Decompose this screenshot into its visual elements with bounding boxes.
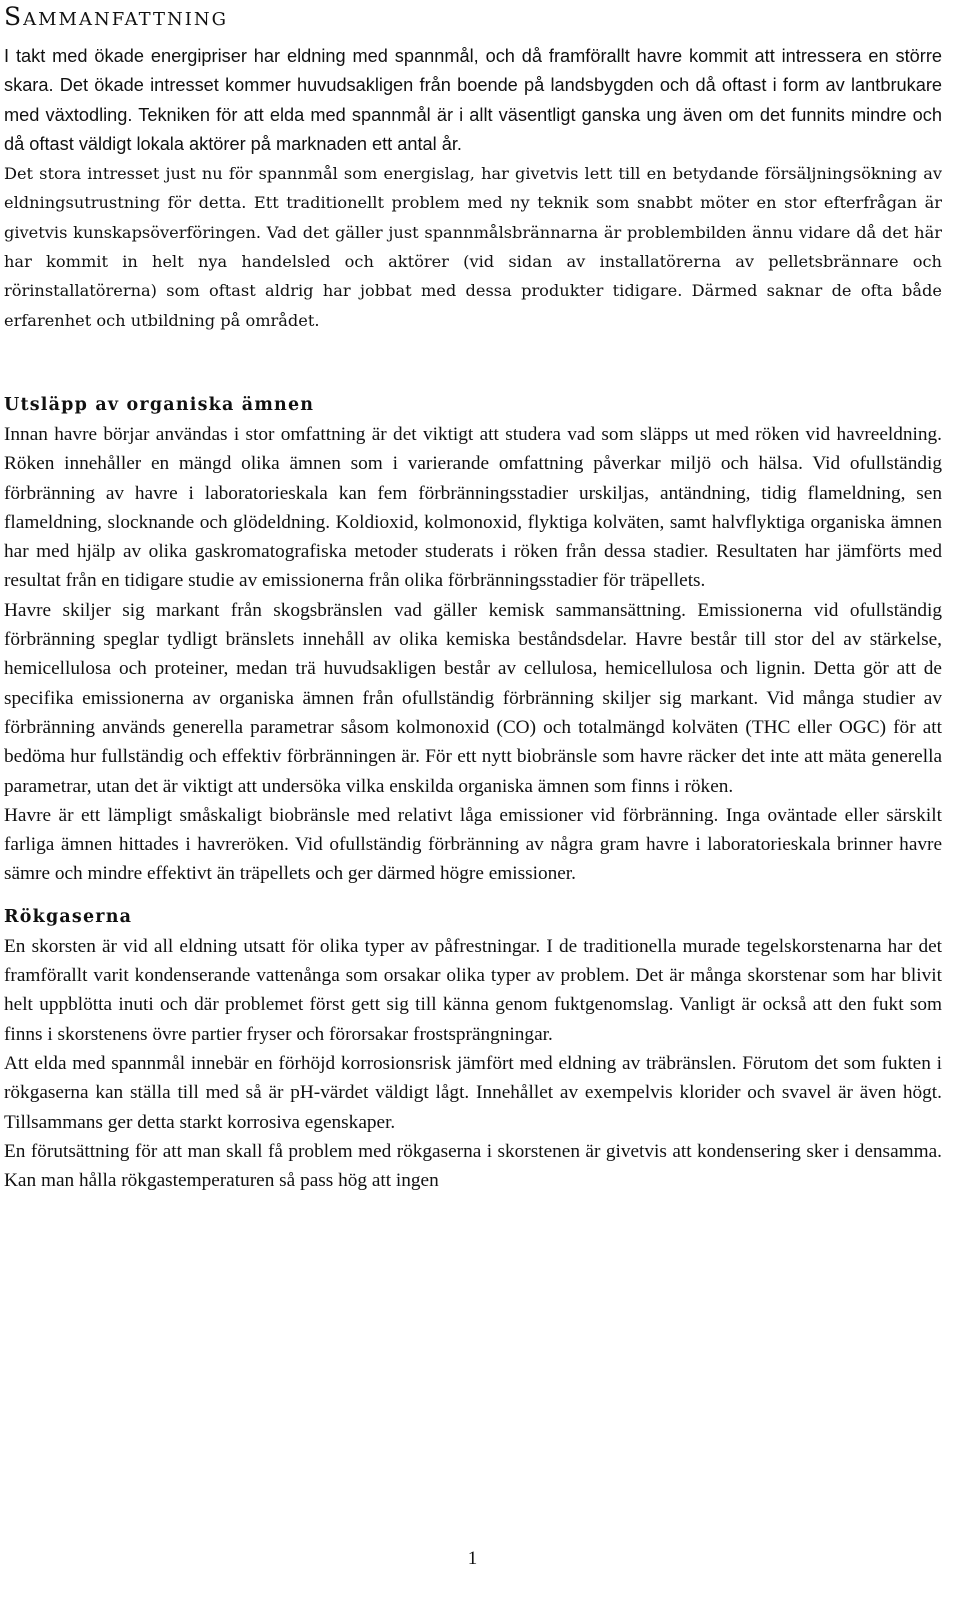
utslapp-paragraph-2: Havre skiljer sig markant från skogsbränslen vad gäller kemisk sammansättning. Emissionerna vid ofullständig förbränning speglar tydligt bränslets innehåll av olika kemiska beståndsdelar. Havre består till stor del av stärkelse, hemicellulosa och proteiner, medan trä huvudsakligen består av cellulosa, hemicellulosa och lignin. Detta gör att de specifika emissionerna av organiska ämnen från ofullständig förbränning skiljer sig markant. Vid många studier av förbränning används generella parametrar såsom kolmonoxid (CO) och totalmängd kolväten (THC eller OGC) för att bedöma hur fullständig och effektiv förbränningen är. För ett nytt biobränsle som havre räcker det inte att mäta generella parametrar, utan det är viktigt att undersöka vilka enskilda organiska ämnen som finns i röken. — [4, 599, 942, 797]
rokgaserna-paragraph-2: Att elda med spannmål innebär en förhöjd korrosionsrisk jämfört med eldning av träbränslen. Förutom det som fukten i rökgaserna kan ställa till med så är pH-värdet väldigt lågt. Innehållet av exempelvis klorider och svavel är även högt. Tillsammans ger detta starkt korrosiva egenskaper. — [4, 1052, 942, 1133]
summary-paragraph-2: Det stora intresset just nu för spannmål som energislag, har givetvis lett till en betydande försäljningsökning av eldningsutrustning för detta. Ett traditionellt problem med ny teknik som snabbt möter en stor efterfrågan är givetvis kunskapsöverföringen. Vad det gäller just spannmålsbrännarna är problembilden ännu vidare då det här har kommit in helt nya handelsled och aktörer (vid sidan av installatörerna av pelletsbrännare och rörinstallatörerna) som oftast aldrig har jobbat med dessa produkter tidigare. Därmed saknar de ofta både erfarenhet och utbildning på området. — [4, 164, 942, 330]
rokgaserna-paragraph-1: En skorsten är vid all eldning utsatt för olika typer av påfrestningar. I de traditionella murade tegelskorstenarna har det framförallt varit kondenserande vattenånga som orsakar olika typer av problem. Det är många skorstenar som har blivit helt uppblötta inuti och där problemet först gett sig till känna genom fuktgenomslag. Vanligt är också att den fukt som finns i skorstenens övre partier fryser och förorsakar frostsprängningar. — [4, 935, 942, 1045]
section-heading-utslapp: Utsläpp av organiska ämnen — [4, 394, 315, 415]
rokgaserna-paragraph-3: En förutsättning för att man skall få problem med rökgaserna i skorstenen är givetvis att kondensering sker i densamma. Kan man hålla rökgastemperaturen så pass hög att ingen — [4, 1140, 942, 1192]
utslapp-paragraph-3: Havre är ett lämpligt småskaligt biobränsle med relativt låga emissioner vid förbränning. Inga oväntade eller särskilt farliga ämnen hittades i havreröken. Vid ofullständig förbränning av några gram havre i laboratorieskala brinner havre sämre och mindre effektivt än träpellets och ger därmed högre emissioner. — [4, 804, 942, 885]
page-title: Sammanfattning — [4, 2, 229, 31]
section-heading-rokgaserna: Rökgaserna — [4, 906, 133, 927]
document-page — [4, 0, 942, 1195]
summary-paragraph-1: I takt med ökade energipriser har eldning med spannmål, och då framförallt havre kommit att intressera en större skara. Det ökade intresset kommer huvudsakligen från boende på landsbygden och då oftast i form av lantbrukare med växtodling. Tekniken för att elda med spannmål är i allt väsentligt ganska ung även om det funnits mindre och då oftast väldigt lokala aktörer på marknaden ett antal år. — [4, 46, 942, 154]
utslapp-paragraph-1: Innan havre börjar användas i stor omfattning är det viktigt att studera vad som släpps ut med röken vid havreeldning. Röken innehåller en mängd olika ämnen som i varierande omfattning påverkar miljö och hälsa. Vid ofullständig förbränning av havre i laboratorieskala kan fem förbränningsstadier urskiljas, antändning, tidig flameldning, sen flameldning, slocknande och glödeldning. Koldioxid, kolmonoxid, flyktiga kolväten, samt halvflyktiga organiska ämnen har med hjälp av olika gaskromatografiska metoder studerats i röken från dessa stadier. Resultaten har jämförts med resultat från en tidigare studie av emissionerna från olika förbränningsstadier för träpellets. — [4, 423, 942, 592]
page-number: 1 — [467, 1548, 478, 1569]
